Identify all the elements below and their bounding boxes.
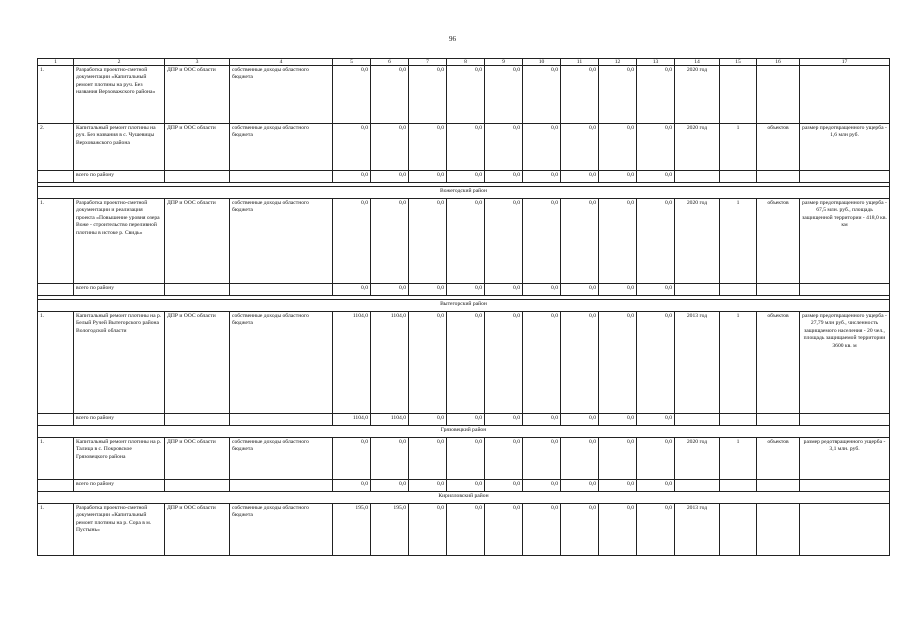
amount-cell: 0,0 xyxy=(409,504,447,556)
total-amount-cell: 0,0 xyxy=(561,414,599,426)
amount-cell: 0,0 xyxy=(371,124,409,171)
column-number: 17 xyxy=(800,59,890,66)
total-label: всего по району xyxy=(74,284,165,296)
funding-source: собственные доходы областного бюджета xyxy=(230,199,333,284)
amount-cell: 0,0 xyxy=(485,66,523,124)
column-number: 8 xyxy=(447,59,485,66)
table-row xyxy=(38,312,890,414)
total-amount-cell: 0,0 xyxy=(485,414,523,426)
amount-cell: 0,0 xyxy=(599,312,637,414)
funding-source xyxy=(230,480,333,492)
amount-cell: 0,0 xyxy=(409,66,447,124)
funding-source: собственные доходы областного бюджета xyxy=(230,124,333,171)
total-amount-cell: 0,0 xyxy=(371,284,409,296)
total-amount-cell: 0,0 xyxy=(485,480,523,492)
executor xyxy=(165,284,230,296)
district-total-row xyxy=(38,284,890,296)
amount-cell: 0,0 xyxy=(637,199,675,284)
unit xyxy=(757,504,800,556)
amount-cell: 195,0 xyxy=(333,504,371,556)
row-number xyxy=(38,284,74,296)
deadline xyxy=(675,414,720,426)
total-amount-cell: 0,0 xyxy=(409,414,447,426)
amount-cell: 0,0 xyxy=(447,438,485,480)
total-amount-cell: 0,0 xyxy=(447,480,485,492)
district-total-row xyxy=(38,171,890,183)
executor: ДПР и ООС области xyxy=(165,124,230,171)
deadline xyxy=(675,480,720,492)
activity-name: Капитальный ремонт плотины на руч. Без названия в с. Чушевицы Верховажского района xyxy=(74,124,165,171)
column-number: 12 xyxy=(599,59,637,66)
district-name: Вожегодский район xyxy=(38,187,890,199)
total-amount-cell: 0,0 xyxy=(409,480,447,492)
expected-effect xyxy=(800,171,890,183)
amount-cell: 0,0 xyxy=(333,199,371,284)
funding-source: собственные доходы областного бюджета xyxy=(230,438,333,480)
activity-name: Разработка проектно-сметной документации «Капитальный ремонт плотины на руч. Без названия Верховажского района» xyxy=(74,66,165,124)
expected-effect: размер предотвращенного ущерба - 27,79 млн руб., численность защищаемого населения - 20 чел., площадь защищаемой территории 3600 кв. м xyxy=(800,312,890,414)
column-number: 6 xyxy=(371,59,409,66)
row-number xyxy=(38,480,74,492)
unit xyxy=(757,66,800,124)
expected-effect xyxy=(800,284,890,296)
district-name: Грязовецкий район xyxy=(38,426,890,438)
table-row xyxy=(38,66,890,124)
quantity: 1 xyxy=(720,199,757,284)
total-amount-cell: 0,0 xyxy=(599,284,637,296)
program-table xyxy=(37,58,890,556)
unit: объектов xyxy=(757,438,800,480)
deadline: 2020 год xyxy=(675,438,720,480)
total-amount-cell: 0,0 xyxy=(447,414,485,426)
total-amount-cell: 0,0 xyxy=(333,171,371,183)
amount-cell: 0,0 xyxy=(561,199,599,284)
row-number: 1. xyxy=(38,438,74,480)
deadline: 2020 год xyxy=(675,199,720,284)
district-header-row xyxy=(38,426,890,438)
column-number: 11 xyxy=(561,59,599,66)
unit xyxy=(757,284,800,296)
column-number: 3 xyxy=(165,59,230,66)
table-row xyxy=(38,124,890,171)
unit: объектов xyxy=(757,124,800,171)
page-number: 96 xyxy=(449,35,456,43)
deadline: 2013 год xyxy=(675,312,720,414)
amount-cell: 0,0 xyxy=(599,504,637,556)
total-amount-cell: 0,0 xyxy=(485,284,523,296)
amount-cell: 1104,0 xyxy=(333,312,371,414)
funding-source: собственные доходы областного бюджета xyxy=(230,504,333,556)
amount-cell: 0,0 xyxy=(333,66,371,124)
total-amount-cell: 0,0 xyxy=(561,171,599,183)
unit xyxy=(757,480,800,492)
total-amount-cell: 0,0 xyxy=(333,284,371,296)
quantity xyxy=(720,284,757,296)
amount-cell: 0,0 xyxy=(485,504,523,556)
amount-cell: 0,0 xyxy=(637,66,675,124)
amount-cell: 0,0 xyxy=(447,504,485,556)
table-row xyxy=(38,504,890,556)
total-label: всего по району xyxy=(74,480,165,492)
amount-cell: 0,0 xyxy=(561,66,599,124)
quantity xyxy=(720,480,757,492)
funding-source: собственные доходы областного бюджета xyxy=(230,66,333,124)
total-amount-cell: 0,0 xyxy=(637,284,675,296)
deadline: 2013 год xyxy=(675,504,720,556)
column-number: 10 xyxy=(523,59,561,66)
total-amount-cell: 0,0 xyxy=(637,414,675,426)
row-number: 1. xyxy=(38,199,74,284)
total-amount-cell: 0,0 xyxy=(637,171,675,183)
total-amount-cell: 0,0 xyxy=(447,284,485,296)
total-amount-cell: 0,0 xyxy=(409,171,447,183)
total-amount-cell: 1104,0 xyxy=(333,414,371,426)
total-amount-cell: 0,0 xyxy=(409,284,447,296)
activity-name: Капитальный ремонт плотины на р. Белый Ручей Вытегорского района Вологодской области xyxy=(74,312,165,414)
amount-cell: 0,0 xyxy=(637,504,675,556)
amount-cell: 0,0 xyxy=(485,124,523,171)
quantity xyxy=(720,171,757,183)
unit: объектов xyxy=(757,199,800,284)
amount-cell: 1104,0 xyxy=(371,312,409,414)
total-amount-cell: 0,0 xyxy=(371,171,409,183)
total-amount-cell: 0,0 xyxy=(599,480,637,492)
amount-cell: 0,0 xyxy=(333,438,371,480)
quantity: 1 xyxy=(720,124,757,171)
column-number: 9 xyxy=(485,59,523,66)
amount-cell: 0,0 xyxy=(637,124,675,171)
amount-cell: 0,0 xyxy=(561,312,599,414)
activity-name: Разработка проектно-сметной документации «Капитальный ремонт плотины на р. Сора в м. Пустынь» xyxy=(74,504,165,556)
district-header-row xyxy=(38,492,890,504)
total-amount-cell: 1104,0 xyxy=(371,414,409,426)
funding-source: собственные доходы областного бюджета xyxy=(230,312,333,414)
column-number-row xyxy=(38,59,890,66)
column-number: 4 xyxy=(230,59,333,66)
expected-effect: размер редотвращенного ущерба - 3,1 млн. руб. xyxy=(800,438,890,480)
quantity xyxy=(720,504,757,556)
amount-cell: 0,0 xyxy=(523,124,561,171)
column-number: 2 xyxy=(74,59,165,66)
row-number: 1. xyxy=(38,66,74,124)
amount-cell: 0,0 xyxy=(409,124,447,171)
expected-effect xyxy=(800,504,890,556)
column-number: 14 xyxy=(675,59,720,66)
amount-cell: 0,0 xyxy=(523,66,561,124)
amount-cell: 0,0 xyxy=(523,438,561,480)
executor xyxy=(165,414,230,426)
amount-cell: 0,0 xyxy=(333,124,371,171)
row-number: 1. xyxy=(38,504,74,556)
amount-cell: 0,0 xyxy=(637,438,675,480)
total-label: всего по району xyxy=(74,171,165,183)
amount-cell: 0,0 xyxy=(485,438,523,480)
table-row xyxy=(38,199,890,284)
amount-cell: 0,0 xyxy=(409,199,447,284)
column-number: 15 xyxy=(720,59,757,66)
quantity xyxy=(720,414,757,426)
amount-cell: 0,0 xyxy=(523,312,561,414)
column-number: 1 xyxy=(38,59,74,66)
column-number: 16 xyxy=(757,59,800,66)
table-row xyxy=(38,438,890,480)
expected-effect xyxy=(800,66,890,124)
total-amount-cell: 0,0 xyxy=(523,480,561,492)
total-amount-cell: 0,0 xyxy=(523,171,561,183)
total-amount-cell: 0,0 xyxy=(447,171,485,183)
amount-cell: 0,0 xyxy=(561,438,599,480)
deadline xyxy=(675,171,720,183)
expected-effect: размер предотвращенного ущерба - 67,5 млн. руб., площадь защищенной территории - 418,0 кв. км xyxy=(800,199,890,284)
executor: ДПР и ООС области xyxy=(165,438,230,480)
amount-cell: 0,0 xyxy=(523,504,561,556)
amount-cell: 0,0 xyxy=(599,124,637,171)
amount-cell: 0,0 xyxy=(599,199,637,284)
expected-effect xyxy=(800,414,890,426)
amount-cell: 0,0 xyxy=(561,124,599,171)
amount-cell: 0,0 xyxy=(409,438,447,480)
amount-cell: 0,0 xyxy=(371,199,409,284)
total-amount-cell: 0,0 xyxy=(333,480,371,492)
activity-name: Капитальный ремонт плотины на р. Талица в с. Покровское Грязовецкого района xyxy=(74,438,165,480)
amount-cell: 0,0 xyxy=(485,199,523,284)
deadline: 2020 год xyxy=(675,124,720,171)
amount-cell: 0,0 xyxy=(637,312,675,414)
quantity xyxy=(720,66,757,124)
row-number: 2. xyxy=(38,124,74,171)
funding-source xyxy=(230,284,333,296)
district-name: Кирилловский район xyxy=(38,492,890,504)
district-total-row xyxy=(38,414,890,426)
unit xyxy=(757,414,800,426)
funding-source xyxy=(230,171,333,183)
row-number xyxy=(38,171,74,183)
amount-cell: 0,0 xyxy=(371,66,409,124)
unit xyxy=(757,171,800,183)
column-number: 7 xyxy=(409,59,447,66)
total-amount-cell: 0,0 xyxy=(523,414,561,426)
executor: ДПР и ООС области xyxy=(165,504,230,556)
district-header-row xyxy=(38,300,890,312)
amount-cell: 0,0 xyxy=(599,66,637,124)
district-header-row xyxy=(38,187,890,199)
executor xyxy=(165,480,230,492)
row-number xyxy=(38,414,74,426)
deadline: 2020 год xyxy=(675,66,720,124)
total-amount-cell: 0,0 xyxy=(485,171,523,183)
total-amount-cell: 0,0 xyxy=(561,480,599,492)
amount-cell: 195,0 xyxy=(371,504,409,556)
amount-cell: 0,0 xyxy=(447,66,485,124)
amount-cell: 0,0 xyxy=(523,199,561,284)
executor: ДПР и ООС области xyxy=(165,66,230,124)
executor: ДПР и ООС области xyxy=(165,312,230,414)
amount-cell: 0,0 xyxy=(447,312,485,414)
amount-cell: 0,0 xyxy=(409,312,447,414)
total-amount-cell: 0,0 xyxy=(561,284,599,296)
executor: ДПР и ООС области xyxy=(165,199,230,284)
amount-cell: 0,0 xyxy=(447,199,485,284)
activity-name: Разработка проектно-сметной документации и реализация проекта «Повышение уровня озера Воже - строительство переливной плотины в истоке р. Свидь» xyxy=(74,199,165,284)
total-amount-cell: 0,0 xyxy=(523,284,561,296)
quantity: 1 xyxy=(720,438,757,480)
column-number: 13 xyxy=(637,59,675,66)
total-amount-cell: 0,0 xyxy=(371,480,409,492)
amount-cell: 0,0 xyxy=(485,312,523,414)
row-number: 1. xyxy=(38,312,74,414)
expected-effect xyxy=(800,480,890,492)
amount-cell: 0,0 xyxy=(599,438,637,480)
unit: объектов xyxy=(757,312,800,414)
amount-cell: 0,0 xyxy=(561,504,599,556)
total-amount-cell: 0,0 xyxy=(599,414,637,426)
amount-cell: 0,0 xyxy=(371,438,409,480)
column-number: 5 xyxy=(333,59,371,66)
district-total-row xyxy=(38,480,890,492)
total-label: всего по району xyxy=(74,414,165,426)
deadline xyxy=(675,284,720,296)
quantity: 1 xyxy=(720,312,757,414)
executor xyxy=(165,171,230,183)
total-amount-cell: 0,0 xyxy=(637,480,675,492)
total-amount-cell: 0,0 xyxy=(599,171,637,183)
district-name: Вытегорский район xyxy=(38,300,890,312)
amount-cell: 0,0 xyxy=(447,124,485,171)
expected-effect: размер предотвращенного ущерба - 1,6 млн руб. xyxy=(800,124,890,171)
funding-source xyxy=(230,414,333,426)
